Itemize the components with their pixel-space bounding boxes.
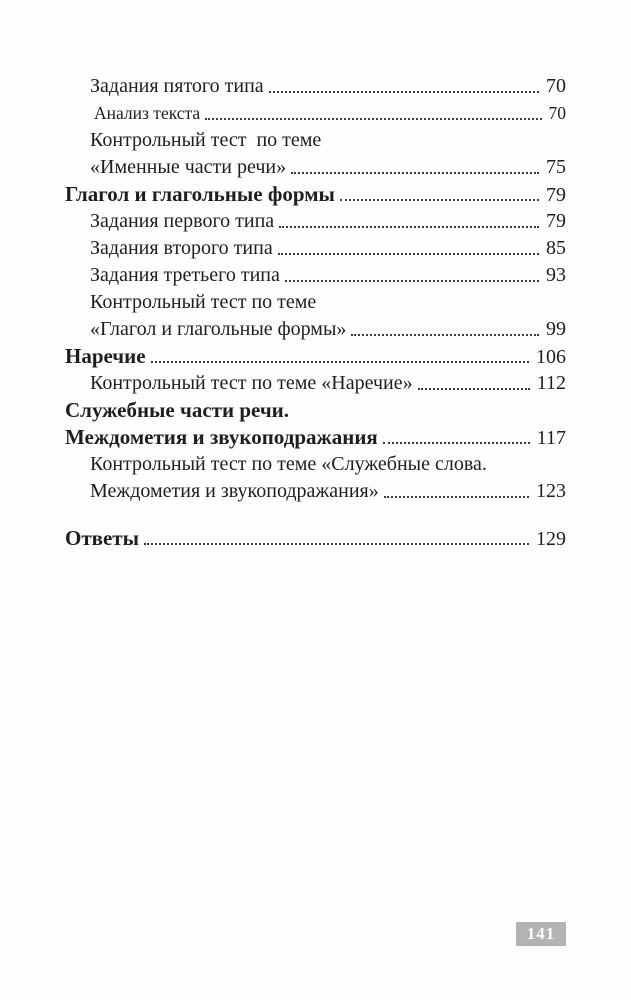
dot-leader: [340, 199, 539, 201]
toc-entry-line: [65, 208, 566, 235]
toc-entry-title: Наречие: [65, 344, 146, 368]
toc-entry-title: Задания первого типа: [90, 210, 275, 232]
dot-leader: [151, 361, 529, 363]
toc-entry-title: Междометия и звукоподражания: [65, 425, 378, 449]
dot-leader: [269, 91, 539, 93]
toc-page-number: 85: [546, 237, 566, 259]
toc-entry-line: [65, 478, 566, 505]
dot-leader: [278, 253, 539, 255]
toc-page-number: 79: [546, 210, 566, 232]
toc-entry-line: [65, 451, 566, 478]
toc-entry-line: [65, 127, 566, 154]
toc-entry-title: Глагол и глагольные формы: [65, 182, 335, 206]
toc-entry-title: Контрольный тест по теме: [90, 129, 322, 151]
dot-leader: [279, 226, 539, 228]
toc-entry-title: «Именные части речи»: [90, 156, 287, 178]
dot-leader: [291, 172, 539, 174]
toc-entry-line: [65, 370, 566, 397]
dot-leader: [144, 543, 529, 545]
toc-entry-line: [65, 154, 566, 181]
toc-entry-line: [65, 289, 566, 316]
toc-page-number: 129: [536, 528, 566, 550]
page-number-badge: 141: [516, 922, 566, 946]
toc-entry-line: [65, 397, 566, 424]
toc-entry-title: Междометия и звукоподражания»: [90, 480, 379, 502]
toc-entry-line: [65, 100, 566, 127]
toc-page-number: 123: [536, 480, 566, 502]
toc-entry-title: Контрольный тест по теме «Служебные слова.: [90, 453, 487, 475]
dot-leader: [285, 280, 539, 282]
toc-entry-line: [65, 235, 566, 262]
toc-entry-title: Служебные части речи.: [65, 398, 290, 422]
toc-entry-title: Задания третьего типа: [90, 264, 280, 286]
toc-page-number: 112: [536, 372, 566, 394]
toc-page-number: 75: [546, 156, 566, 178]
toc-entry-line: [65, 525, 566, 552]
toc-entry-line: [65, 181, 566, 208]
toc-page-number: 70: [548, 103, 566, 123]
toc-entry-title: Контрольный тест по теме: [90, 291, 317, 313]
toc-page-number: 117: [536, 427, 566, 449]
toc-entry-title: Ответы: [65, 526, 140, 550]
toc-page-number: 70: [546, 75, 566, 97]
toc-entry-line: [65, 262, 566, 289]
dot-leader: [383, 442, 530, 444]
dot-leader: [205, 118, 541, 120]
toc-entry-title: «Глагол и глагольные формы»: [90, 318, 347, 340]
toc-entry-title: Задания пятого типа: [90, 75, 264, 97]
table-of-contents: [65, 73, 566, 552]
toc-entry-line: [65, 73, 566, 100]
toc-entry-title: Задания второго типа: [90, 237, 273, 259]
dot-leader: [351, 334, 539, 336]
dot-leader: [384, 496, 529, 498]
toc-entry-title: Анализ текста: [94, 103, 201, 123]
toc-entry-line: [65, 424, 566, 451]
toc-entry-title: Контрольный тест по теме «Наречие»: [90, 372, 413, 394]
toc-entry-line: [65, 316, 566, 343]
dot-leader: [418, 388, 530, 390]
toc-entry-line: [65, 343, 566, 370]
toc-page-number: 106: [536, 346, 566, 368]
toc-page-number: 79: [546, 184, 566, 206]
toc-page-number: 99: [546, 318, 566, 340]
toc-page-number: 93: [546, 264, 566, 286]
